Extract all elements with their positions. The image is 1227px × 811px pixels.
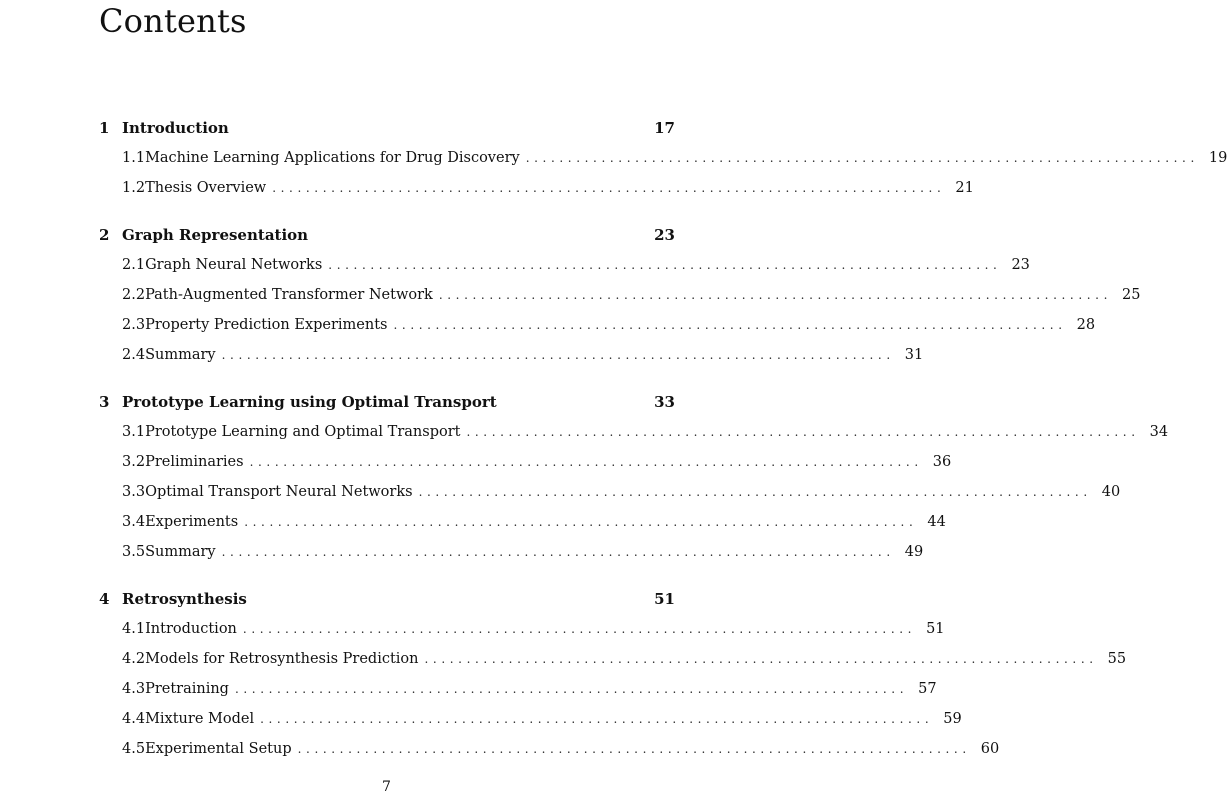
chapter-number: 2 bbox=[99, 226, 110, 244]
section-number: 4.3 bbox=[122, 681, 146, 697]
chapter-title: Retrosynthesis bbox=[122, 590, 247, 608]
section-page: 40 bbox=[1101, 484, 1121, 500]
section-number: 3.4 bbox=[122, 514, 146, 530]
section-page: 49 bbox=[904, 544, 924, 560]
section-title: Models for Retrosynthesis Prediction bbox=[145, 651, 424, 667]
dot-leader: ................................................................................ bbox=[221, 348, 895, 362]
dot-leader: ................................................................................ bbox=[418, 485, 1092, 499]
dot-leader: ................................................................................ bbox=[328, 258, 1002, 272]
dot-leader: ................................................................................ bbox=[249, 455, 923, 469]
dot-leader: ................................................................................ bbox=[393, 318, 1067, 332]
page-title: Contents bbox=[99, 2, 247, 40]
toc-section-entry[interactable] bbox=[99, 477, 1121, 507]
toc-section-entry[interactable] bbox=[99, 734, 1000, 764]
section-page: 36 bbox=[932, 454, 952, 470]
section-number: 2.4 bbox=[122, 347, 146, 363]
dot-leader: ................................................................................ bbox=[221, 545, 895, 559]
dot-leader: ................................................................................ bbox=[242, 622, 917, 636]
toc-section-entry[interactable] bbox=[99, 507, 946, 537]
chapter-number: 1 bbox=[99, 119, 110, 137]
section-page: 59 bbox=[943, 711, 962, 727]
section-number: 3.5 bbox=[122, 544, 146, 560]
section-number: 2.2 bbox=[122, 287, 146, 303]
toc-section-entry[interactable] bbox=[99, 280, 1141, 310]
toc-section-entry[interactable] bbox=[99, 340, 924, 370]
dot-leader: ................................................................................ bbox=[525, 151, 1199, 165]
dot-leader: ................................................................................ bbox=[438, 288, 1112, 302]
chapter-page: 51 bbox=[654, 590, 675, 608]
section-page: 44 bbox=[927, 514, 946, 530]
section-title: Experimental Setup bbox=[145, 741, 298, 757]
section-title: Preliminaries bbox=[145, 454, 250, 470]
section-page: 55 bbox=[1107, 651, 1127, 667]
section-title: Experiments bbox=[145, 514, 244, 530]
section-page: 21 bbox=[955, 180, 974, 196]
chapter-gap bbox=[99, 370, 675, 387]
section-title: Mixture Model bbox=[145, 711, 260, 727]
section-page: 57 bbox=[918, 681, 937, 697]
toc-chapter-entry[interactable] bbox=[99, 113, 675, 143]
chapter-title: Introduction bbox=[122, 119, 229, 137]
section-number: 1.1 bbox=[122, 150, 146, 166]
section-number: 1.2 bbox=[122, 180, 146, 196]
chapter-number: 3 bbox=[99, 393, 110, 411]
toc-section-entry[interactable] bbox=[99, 173, 974, 203]
dot-leader: ................................................................................ bbox=[297, 742, 971, 756]
section-title: Summary bbox=[145, 544, 222, 560]
chapter-title: Prototype Learning using Optimal Transport bbox=[122, 393, 497, 411]
section-page: 23 bbox=[1011, 257, 1030, 273]
section-title: Summary bbox=[145, 347, 222, 363]
toc-section-entry[interactable] bbox=[99, 250, 1030, 280]
section-title: Prototype Learning and Optimal Transport bbox=[145, 424, 466, 440]
dot-leader: ................................................................................ bbox=[424, 652, 1098, 666]
section-number: 3.3 bbox=[122, 484, 146, 500]
dot-leader: ................................................................................ bbox=[466, 425, 1140, 439]
section-number: 3.1 bbox=[122, 424, 146, 440]
toc-section-entry[interactable] bbox=[99, 417, 1169, 447]
section-page: 60 bbox=[980, 741, 1000, 757]
chapter-page: 33 bbox=[654, 393, 675, 411]
chapter-page: 17 bbox=[654, 119, 675, 137]
section-page: 51 bbox=[926, 621, 945, 637]
toc-section-entry[interactable] bbox=[99, 674, 937, 704]
section-title: Graph Neural Networks bbox=[145, 257, 328, 273]
dot-leader: ................................................................................ bbox=[234, 682, 909, 696]
section-title: Machine Learning Applications for Drug Discovery bbox=[145, 150, 526, 166]
section-page: 31 bbox=[904, 347, 924, 363]
section-number: 4.4 bbox=[122, 711, 146, 727]
chapter-gap bbox=[99, 203, 675, 220]
chapter-number: 4 bbox=[99, 590, 110, 608]
section-title: Pretraining bbox=[145, 681, 235, 697]
section-page: 34 bbox=[1149, 424, 1169, 440]
toc-section-entry[interactable] bbox=[99, 537, 924, 567]
section-number: 2.1 bbox=[122, 257, 146, 273]
page-number: 7 bbox=[382, 779, 391, 795]
section-number: 4.1 bbox=[122, 621, 146, 637]
dot-leader: ................................................................................ bbox=[260, 712, 934, 726]
section-title: Thesis Overview bbox=[145, 180, 272, 196]
toc-section-entry[interactable] bbox=[99, 447, 952, 477]
section-title: Property Prediction Experiments bbox=[145, 317, 393, 333]
section-number: 4.5 bbox=[122, 741, 146, 757]
section-title: Optimal Transport Neural Networks bbox=[145, 484, 419, 500]
chapter-gap bbox=[99, 567, 675, 584]
table-of-contents bbox=[99, 113, 1227, 764]
dot-leader: ................................................................................ bbox=[272, 181, 946, 195]
toc-section-entry[interactable] bbox=[99, 644, 1127, 674]
section-page: 19 bbox=[1208, 150, 1227, 166]
dot-leader: ................................................................................ bbox=[244, 515, 918, 529]
toc-chapter-entry[interactable] bbox=[99, 220, 675, 250]
toc-section-entry[interactable] bbox=[99, 143, 1227, 173]
toc-section-entry[interactable] bbox=[99, 704, 962, 734]
section-page: 25 bbox=[1121, 287, 1141, 303]
toc-section-entry[interactable] bbox=[99, 614, 945, 644]
chapter-page: 23 bbox=[654, 226, 675, 244]
section-page: 28 bbox=[1076, 317, 1096, 333]
chapter-title: Graph Representation bbox=[122, 226, 309, 244]
section-title: Path-Augmented Transformer Network bbox=[145, 287, 439, 303]
toc-chapter-entry[interactable] bbox=[99, 387, 675, 417]
section-number: 3.2 bbox=[122, 454, 146, 470]
section-title: Introduction bbox=[145, 621, 243, 637]
toc-section-entry[interactable] bbox=[99, 310, 1096, 340]
section-number: 2.3 bbox=[122, 317, 146, 333]
section-number: 4.2 bbox=[122, 651, 146, 667]
toc-chapter-entry[interactable] bbox=[99, 584, 675, 614]
